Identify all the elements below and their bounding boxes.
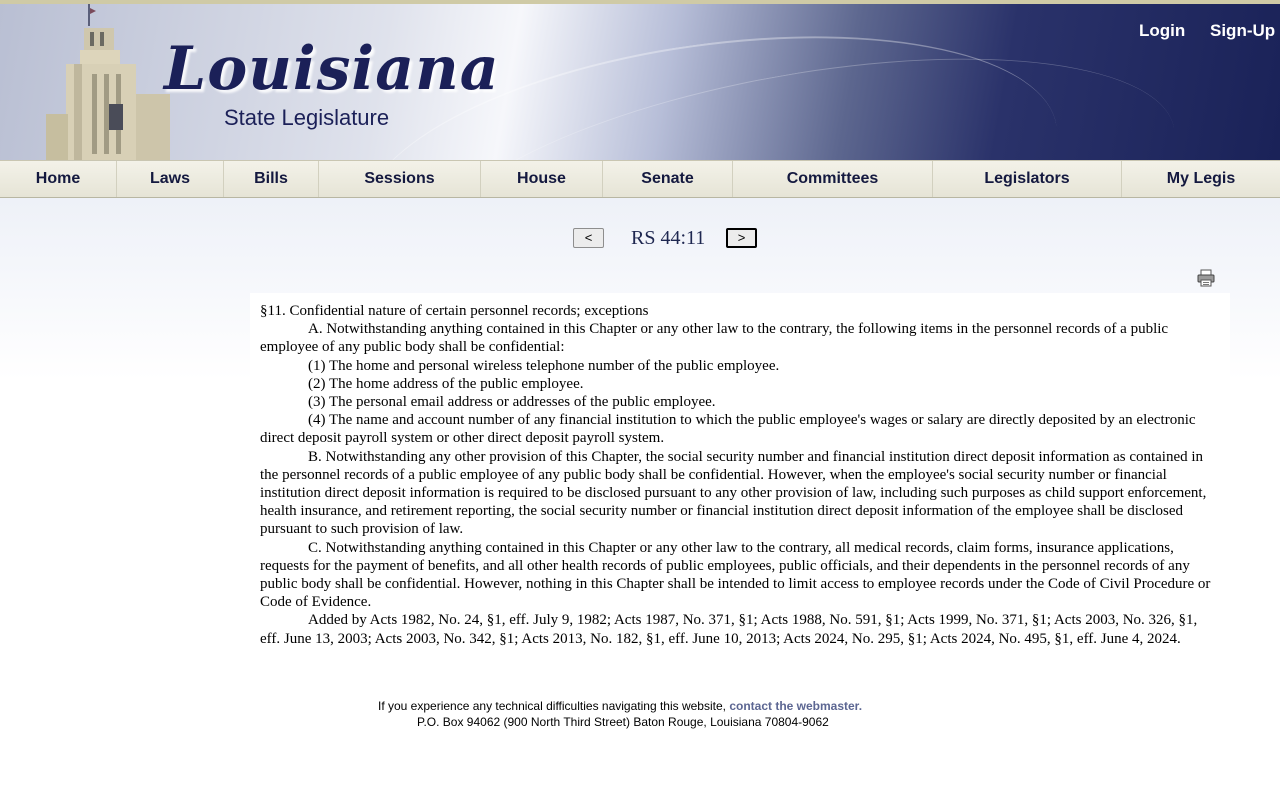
history-note: Added by Acts 1982, No. 24, §1, eff. July 9, 1982; Acts 1987, No. 371, §1; Acts 1988, No. 591, §1; Acts 1999, No. 371, §1; Acts 2003, No. 326, §1, eff. June 13, 2003; Acts 2003, No. 342, §1; Acts 2013, No. 182, §1, eff. June 10, 2013; Acts 2024, No. 295, §1; Acts 2024, No. 495, §1, eff. June 4, 2024. <box>260 612 1198 647</box>
nav-senate[interactable]: Senate <box>603 161 733 197</box>
item-2: (2) The home address of the public employee. <box>308 375 584 392</box>
item-1: (1) The home and personal wireless telephone number of the public employee. <box>308 357 780 374</box>
logo-title[interactable]: Louisiana <box>164 34 500 104</box>
main-nav <box>0 160 1280 198</box>
footer-help-text: If you experience any technical difficulties navigating this website, <box>378 699 730 713</box>
footer-help-line <box>378 699 862 713</box>
section-heading: §11. Confidential nature of certain personnel records; exceptions <box>260 303 649 319</box>
nav-laws[interactable]: Laws <box>117 161 224 197</box>
nav-home[interactable]: Home <box>0 161 117 197</box>
header-banner <box>0 4 1280 160</box>
law-reference-title: RS 44:11 <box>631 227 706 249</box>
subsection-c: C. Notwithstanding anything contained in this Chapter or any other law to the contrary, all medical records, claim forms, insurance applications, requests for the payment of benefits, and all other health records of public employees, public officials, and their dependents in the personnel records of any public body shall be confidential. However, nothing in this Chapter shall be intended to limit access to employee records under the Code of Civil Procedure or Code of Evidence. <box>260 539 1211 611</box>
capitol-building-image <box>30 4 180 160</box>
footer-address: P.O. Box 94062 (900 North Third Street) Baton Rouge, Louisiana 70804-9062 <box>417 715 829 729</box>
previous-law-button[interactable]: < <box>573 228 604 248</box>
nav-committees[interactable]: Committees <box>733 161 933 197</box>
contact-webmaster-link[interactable]: contact the webmaster. <box>729 699 863 713</box>
nav-legislators[interactable]: Legislators <box>933 161 1122 197</box>
nav-my-legis[interactable]: My Legis <box>1166 170 1236 187</box>
signup-link[interactable]: Sign-Up <box>1210 21 1276 40</box>
nav-house[interactable]: House <box>481 161 603 197</box>
item-3: (3) The personal email address or addresses of the public employee. <box>308 394 716 411</box>
logo-subtitle: State Legislature <box>224 105 390 130</box>
item-4: (4) The name and account number of any financial institution to which the public employee's wages or salary are directly deposited by an electronic direct deposit payroll system or other direct deposit payroll system. <box>260 412 1196 447</box>
subsection-a: A. Notwithstanding anything contained in this Chapter or any other law to the contrary, the following items in the personnel records of a public employee of any public body shall be confidential: <box>260 321 1169 356</box>
nav-sessions[interactable]: Sessions <box>319 161 481 197</box>
login-link[interactable]: Login <box>1139 21 1186 40</box>
law-text <box>260 302 1220 648</box>
subsection-b: B. Notwithstanding any other provision of this Chapter, the social security number and financial institution direct deposit information as contained in the personnel records of a public employee of any public body shall be confidential. However, when the employee's social security number or financial institution direct deposit information is required to be disclosed pursuant to any other provision of law, including such purposes as child support enforcement, health insurance, and retirement reporting, the social security number or financial institution direct deposit information of the employee shall be disclosed pursuant to such provision of law. <box>260 448 1207 538</box>
next-law-button[interactable]: > <box>726 228 757 248</box>
nav-bills[interactable]: Bills <box>224 161 319 197</box>
printer-icon[interactable] <box>1197 269 1215 287</box>
